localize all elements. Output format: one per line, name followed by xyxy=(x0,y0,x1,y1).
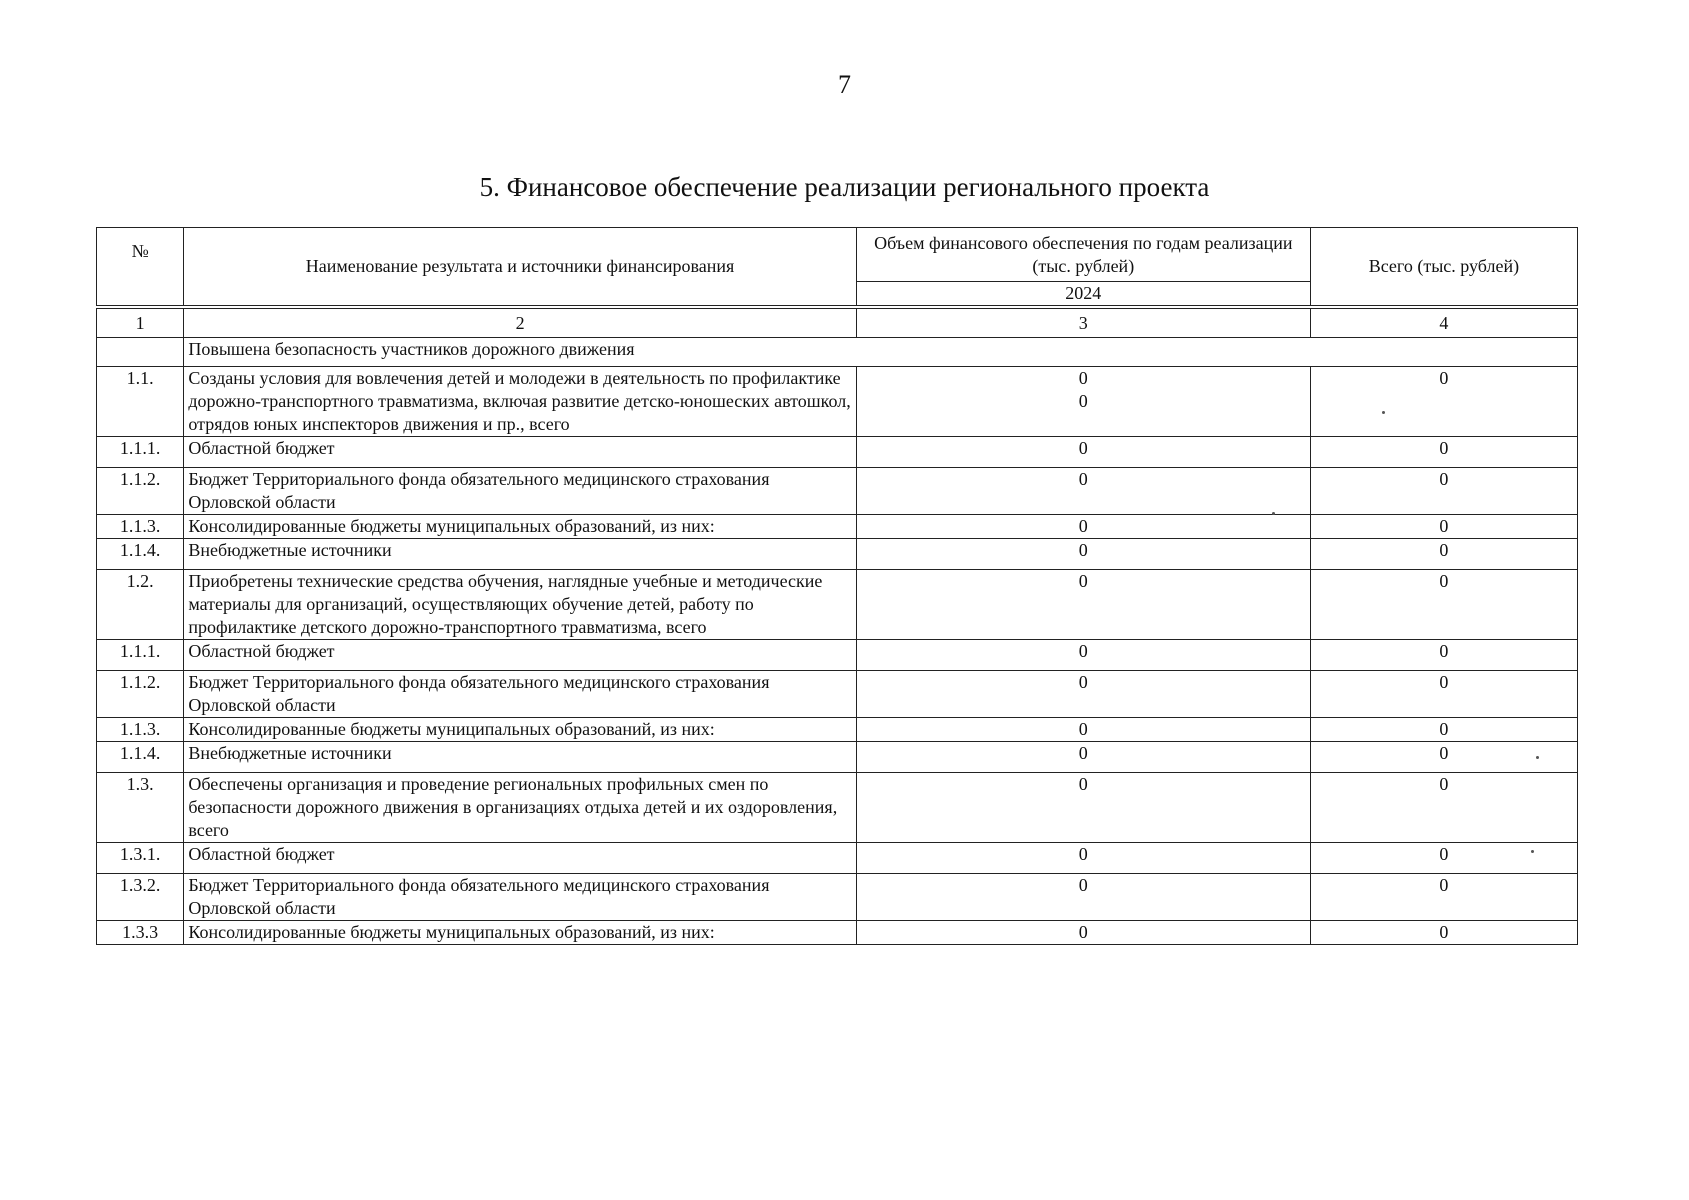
row-number: 1.1.3. xyxy=(97,718,184,742)
financing-table xyxy=(96,227,1578,945)
row-total: 0 xyxy=(1310,468,1577,515)
row-total: 0 xyxy=(1310,367,1577,437)
table-body xyxy=(97,307,1578,945)
row-total: 0 xyxy=(1310,570,1577,640)
row-total: 0 xyxy=(1310,437,1577,468)
row-year-value: 0 xyxy=(856,570,1310,640)
row-name: Созданы условия для вовлечения детей и молодежи в деятельность по профилактике дорожно-транспортного травматизма, включая развитие детско-юношеских автошкол, отрядов юных инспекторов движения и пр., всего xyxy=(184,367,856,437)
row-total: 0 xyxy=(1310,671,1577,718)
table-row xyxy=(97,843,1578,874)
row-year-value: 0 xyxy=(856,742,1310,773)
table-row xyxy=(97,570,1578,640)
row-number: 1.1.3. xyxy=(97,515,184,539)
row-number: 1.1.2. xyxy=(97,468,184,515)
row-year-value: 0 xyxy=(856,640,1310,671)
row-name: Областной бюджет xyxy=(184,640,856,671)
row-year-value: 0 0 xyxy=(856,367,1310,437)
row-name: Консолидированные бюджеты муниципальных образований, из них: xyxy=(184,515,856,539)
row-name: Консолидированные бюджеты муниципальных образований, из них: xyxy=(184,921,856,945)
row-number: 1.3.2. xyxy=(97,874,184,921)
table-header xyxy=(97,228,1578,308)
financing-table-container xyxy=(96,227,1578,945)
scan-speck xyxy=(1536,756,1539,759)
row-number: 1.3. xyxy=(97,773,184,843)
table-row xyxy=(97,921,1578,945)
row-year-value: 0 xyxy=(856,437,1310,468)
row-year-value: 0 xyxy=(856,539,1310,570)
row-name: Приобретены технические средства обучения, наглядные учебные и методические материалы для организаций, осуществляющих обучение детей, работу по профилактике детского дорожно-транспортного травматизма, всего xyxy=(184,570,856,640)
row-name: Областной бюджет xyxy=(184,843,856,874)
row-number: 1.1.4. xyxy=(97,539,184,570)
page-number: 7 xyxy=(838,70,851,99)
row-year-value: 0 xyxy=(856,773,1310,843)
row-total: 0 xyxy=(1310,921,1577,945)
row-number: 1.3.1. xyxy=(97,843,184,874)
table-row xyxy=(97,874,1578,921)
section-num-cell xyxy=(97,338,184,367)
row-name: Внебюджетные источники xyxy=(184,742,856,773)
table-row xyxy=(97,515,1578,539)
scan-speck xyxy=(1531,850,1534,853)
scan-speck xyxy=(1382,411,1385,414)
header-total: Всего (тыс. рублей) xyxy=(1310,228,1577,308)
column-number-row xyxy=(97,307,1578,338)
table-row xyxy=(97,539,1578,570)
row-name: Внебюджетные источники xyxy=(184,539,856,570)
row-year-value: 0 xyxy=(856,843,1310,874)
header-num: № xyxy=(97,228,184,308)
table-row xyxy=(97,773,1578,843)
header-volume: Объем финансового обеспечения по годам реализации (тыс. рублей) xyxy=(856,228,1310,282)
section-row xyxy=(97,338,1578,367)
row-total: 0 xyxy=(1310,515,1577,539)
column-number: 4 xyxy=(1310,307,1577,338)
row-number: 1.1.1. xyxy=(97,437,184,468)
table-row xyxy=(97,437,1578,468)
row-year-value: 0 xyxy=(856,718,1310,742)
row-name: Обеспечены организация и проведение региональных профильных смен по безопасности дорожного движения в организациях отдыха детей и их оздоровления, всего xyxy=(184,773,856,843)
table-row xyxy=(97,640,1578,671)
row-name: Областной бюджет xyxy=(184,437,856,468)
column-number: 3 xyxy=(856,307,1310,338)
column-number: 1 xyxy=(97,307,184,338)
table-row xyxy=(97,718,1578,742)
table-row xyxy=(97,367,1578,437)
row-number: 1.3.3 xyxy=(97,921,184,945)
row-name: Бюджет Территориального фонда обязательного медицинского страхования Орловской области xyxy=(184,874,856,921)
row-year-value: 0 xyxy=(856,468,1310,515)
table-row xyxy=(97,468,1578,515)
row-number: 1.1.2. xyxy=(97,671,184,718)
row-number: 1.1. xyxy=(97,367,184,437)
row-year-value: 0 xyxy=(856,921,1310,945)
row-name: Бюджет Территориального фонда обязательного медицинского страхования Орловской области xyxy=(184,671,856,718)
row-total: 0 xyxy=(1310,640,1577,671)
row-total: 0 xyxy=(1310,874,1577,921)
row-number: 1.1.4. xyxy=(97,742,184,773)
row-year-value: 0 xyxy=(856,671,1310,718)
scan-speck xyxy=(1272,512,1275,515)
row-total: 0 xyxy=(1310,773,1577,843)
row-name: Бюджет Территориального фонда обязательного медицинского страхования Орловской области xyxy=(184,468,856,515)
section-title: 5. Финансовое обеспечение реализации регионального проекта xyxy=(479,172,1210,202)
row-total: 0 xyxy=(1310,742,1577,773)
section-label: Повышена безопасность участников дорожного движения xyxy=(184,338,1578,367)
row-name: Консолидированные бюджеты муниципальных образований, из них: xyxy=(184,718,856,742)
header-name: Наименование результата и источники финансирования xyxy=(184,228,856,308)
row-total: 0 xyxy=(1310,539,1577,570)
row-total: 0 xyxy=(1310,718,1577,742)
column-number: 2 xyxy=(184,307,856,338)
row-number: 1.2. xyxy=(97,570,184,640)
row-total: 0 xyxy=(1310,843,1577,874)
table-row xyxy=(97,742,1578,773)
row-year-value: 0 xyxy=(856,515,1310,539)
header-year: 2024 xyxy=(856,282,1310,308)
row-year-value: 0 xyxy=(856,874,1310,921)
table-row xyxy=(97,671,1578,718)
row-number: 1.1.1. xyxy=(97,640,184,671)
